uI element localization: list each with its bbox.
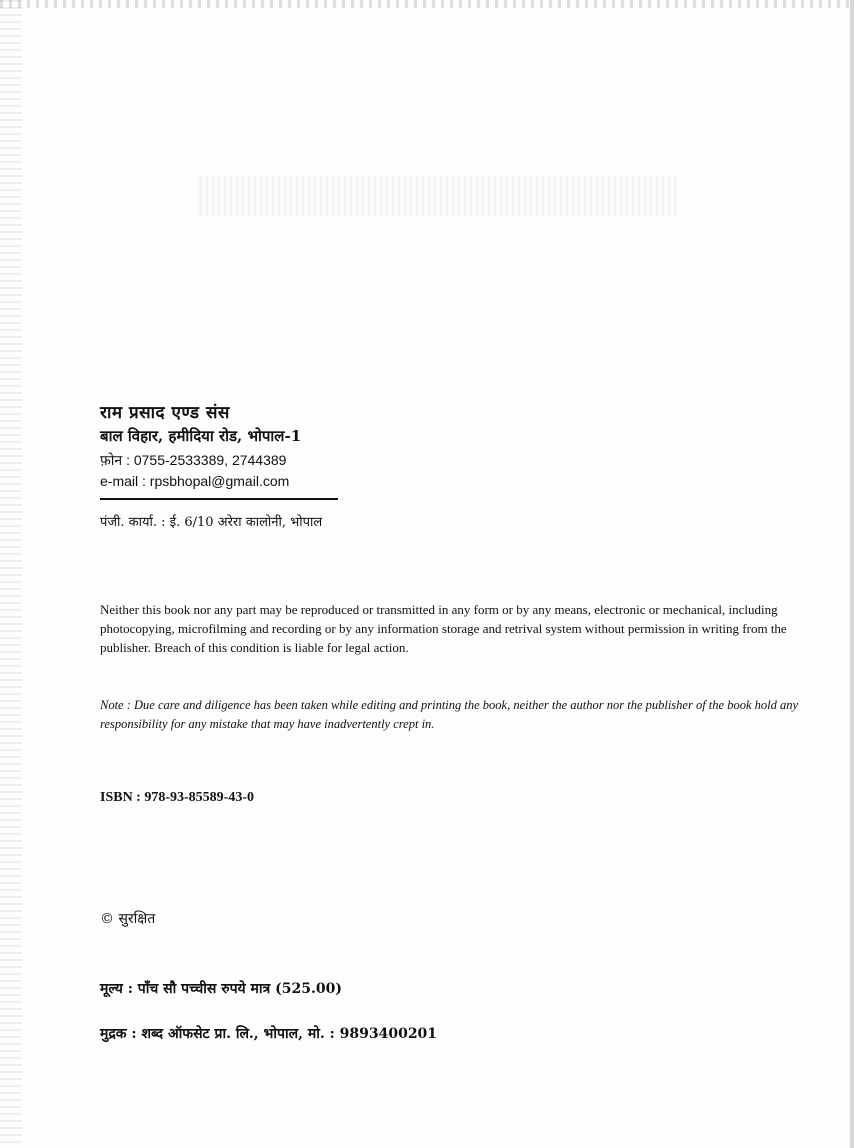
- scan-edge-left: [0, 0, 22, 1148]
- scan-edge-top: [0, 0, 854, 8]
- publisher-name: राम प्रसाद एण्ड संस: [100, 403, 230, 423]
- copyright-notice: Neither this book nor any part may be reproduced or transmitted in any form or by any means, electronic or mechanical, including photocopying, microfilming and recording or by any information storage and retrival system without permission in writing from the publisher. Breach of this condition is liable for legal action.: [100, 602, 787, 655]
- scan-edge-right: [850, 0, 854, 1148]
- rights-reserved: © सुरक्षित: [100, 911, 156, 927]
- isbn: ISBN : 978-93-85589-43-0: [100, 790, 254, 805]
- publisher-email: e-mail : rpsbhopal@gmail.com: [100, 473, 290, 489]
- printer-info: मुद्रक : शब्द ऑफसेट प्रा. लि., भोपाल, मो. : 9893400201: [100, 1026, 438, 1042]
- divider-rule: [100, 498, 338, 500]
- bleed-through-smudge: [200, 176, 680, 216]
- disclaimer-note: Note : Due care and diligence has been taken while editing and printing the book, neither the author nor the publisher of the book hold any responsibility for any mistake that may have inadvertently crept in.: [100, 698, 799, 731]
- registered-office: पंजी. कार्या. : ई. 6/10 अरेरा कालोनी, भोपाल: [100, 515, 323, 530]
- publisher-address: बाल विहार, हमीदिया रोड, भोपाल-1: [100, 427, 302, 445]
- price: मूल्य : पाँच सौ पच्चीस रुपये मात्र (525.00): [100, 981, 342, 997]
- publisher-phone: फ़ोन : 0755-2533389, 2744389: [100, 452, 287, 468]
